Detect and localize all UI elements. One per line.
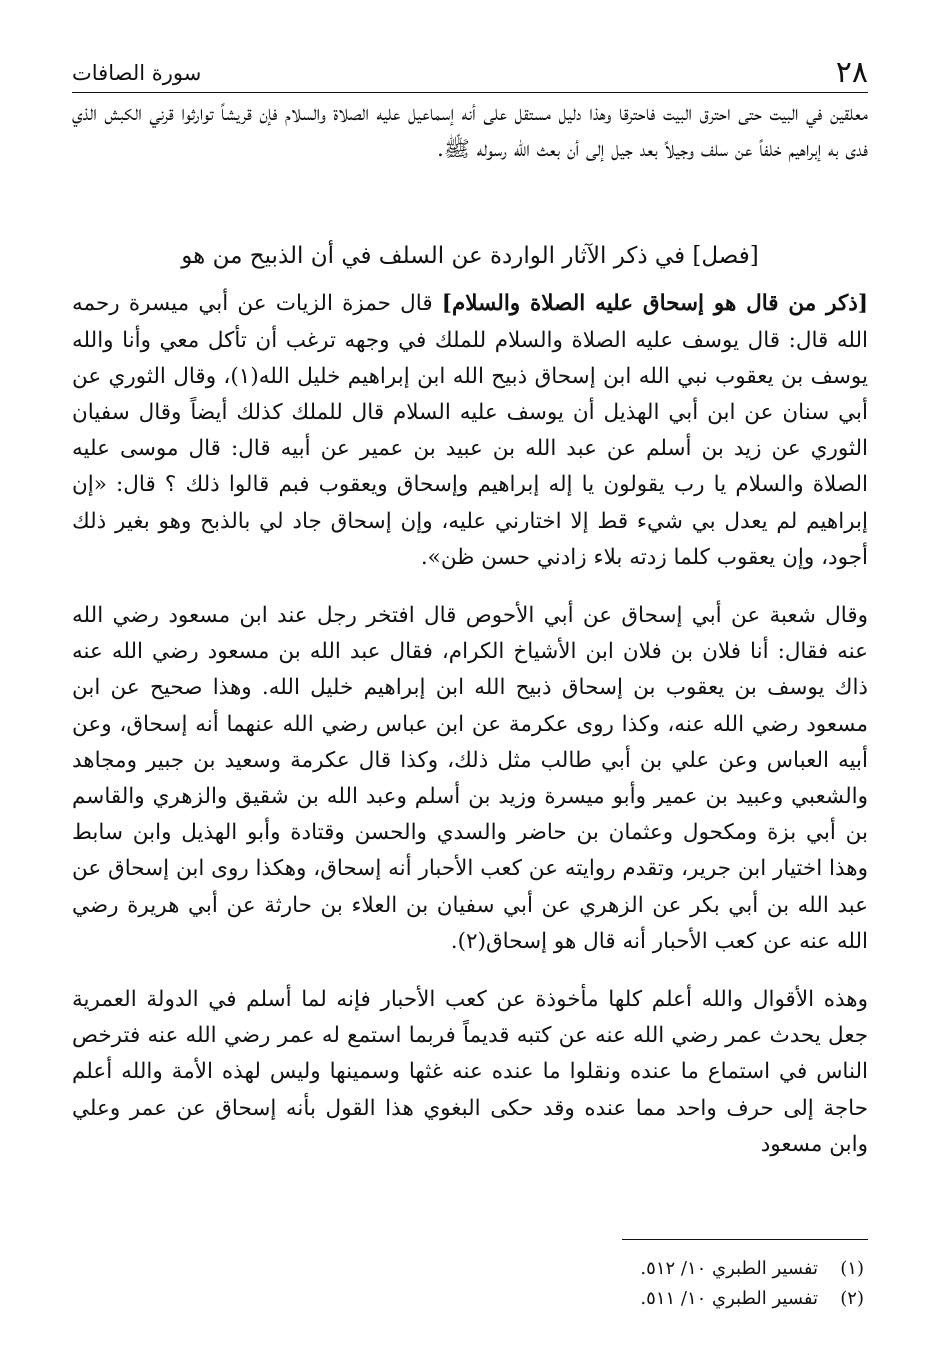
intro-paragraph: معلقين في البيت حتى احترق البيت فاحترقا وهذا دليل مستقل على أنه إسماعيل عليه الصلاة والسلام فإن قريشاً توارثوا قرني الكبش الذي فدى به إبراهيم خلفاً عن سلف وجيلاً بعد جيل إلى أن بعث الله رسوله ﷺ. — [72, 101, 868, 163]
paragraph-2: وقال شعبة عن أبي إسحاق عن أبي الأحوص قال افتخر رجل عند ابن مسعود رضي الله عنه فقال: أنا فلان بن فلان ابن الأشياخ الكرام، فقال عبد الله بن مسعود رضي الله عنه ذاك يوسف بن يعقوب بن إسحاق ذبيح الله ابن إبراهيم خليل الله. وهذا صحيح عن ابن مسعود رضي الله عنه، وكذا روى عكرمة عن ابن عباس رضي الله عنهما أنه إسحاق، وعن أبيه العباس وعن علي بن أبي طالب مثل ذلك، وكذا قال عكرمة وسعيد بن جبير ومجاهد والشعبي وعبيد بن عمير وأبو ميسرة وزيد بن أسلم وعبد الله بن شقيق والزهري والقاسم بن أبي بزة ومكحول وعثمان بن حاضر والسدي والحسن وقتادة وأبو الهذيل وابن سابط وهذا اختيار ابن جرير، وتقدم روايته عن كعب الأحبار أنه إسحاق، وهكذا روى ابن إسحاق عن عبد الله بن أبي بكر عن الزهري عن أبي سفيان بن العلاء بن حارثة عن أبي هريرة رضي الله عنه عن كعب الأحبار أنه قال هو إسحاق(٢). — [72, 603, 868, 954]
footnote-1 — [72, 1254, 864, 1284]
footnote-2-text: تفسير الطبري ١٠/ ٥١١. — [640, 1288, 818, 1309]
footnote-1-text: تفسير الطبري ١٠/ ٥١٢. — [640, 1258, 818, 1279]
paragraph-1-lead: [ذكر من قال هو إسحاق عليه الصلاة والسلام] — [441, 291, 868, 317]
page-body — [72, 96, 868, 1163]
footnote-rule — [622, 1239, 868, 1240]
paragraph-1 — [72, 286, 868, 576]
footnote-2 — [72, 1284, 864, 1314]
footnotes — [72, 1254, 864, 1314]
paragraph-1-text: قال حمزة الزيات عن أبي ميسرة رحمه الله قال: قال يوسف عليه الصلاة والسلام للملك في وجهه ترغب أن تأكل معي وأنا والله يوسف بن يعقوب نبي الله ابن إسحاق ذبيح الله ابن إبراهيم خليل الله(١)، وقال الثوري عن أبي سنان عن ابن أبي الهذيل أن يوسف عليه السلام قال للملك كذلك أيضاً وقال سفيان الثوري عن زيد بن أسلم عن عبد الله بن عبيد بن عمير عن أبيه قال: قال موسى عليه الصلاة والسلام يا رب يقولون يا إله إبراهيم وإسحاق ويعقوب فبم قالوا ذلك ؟ قال: «إن إبراهيم لم يعدل بي شيء قط إلا اختارني عليه، وإن إسحاق جاد لي بالذبح وهو بغير ذلك أجود، وإن يعقوب كلما زدته بلاء زادني حسن ظن». — [72, 291, 868, 570]
section-heading: [فصل] في ذكر الآثار الواردة عن السلف في أن الذبيح من هو — [181, 243, 759, 270]
paragraph-3: وهذه الأقوال والله أعلم كلها مأخوذة عن كعب الأحبار فإنه لما أسلم في الدولة العمرية جعل يحدث عمر رضي الله عنه عن كتبه قديماً فربما استمع له عمر رضي الله عنه فترخص الناس في استماع ما عنده ونقلوا ما عنده عنه غثها وسمينها وليس لهذه الأمة والله أعلم حاجة إلى حرف واحد مما عنده وقد حكى البغوي هذا القول بأنه إسحاق عن عمر وعلي وابن مسعود — [72, 987, 868, 1157]
footnote-2-mark: (٢) — [840, 1288, 864, 1309]
page-header — [72, 56, 868, 93]
running-title: سورة الصافات — [72, 61, 202, 85]
page-number: ٢٨ — [835, 55, 868, 90]
footnote-1-mark: (١) — [840, 1258, 864, 1279]
